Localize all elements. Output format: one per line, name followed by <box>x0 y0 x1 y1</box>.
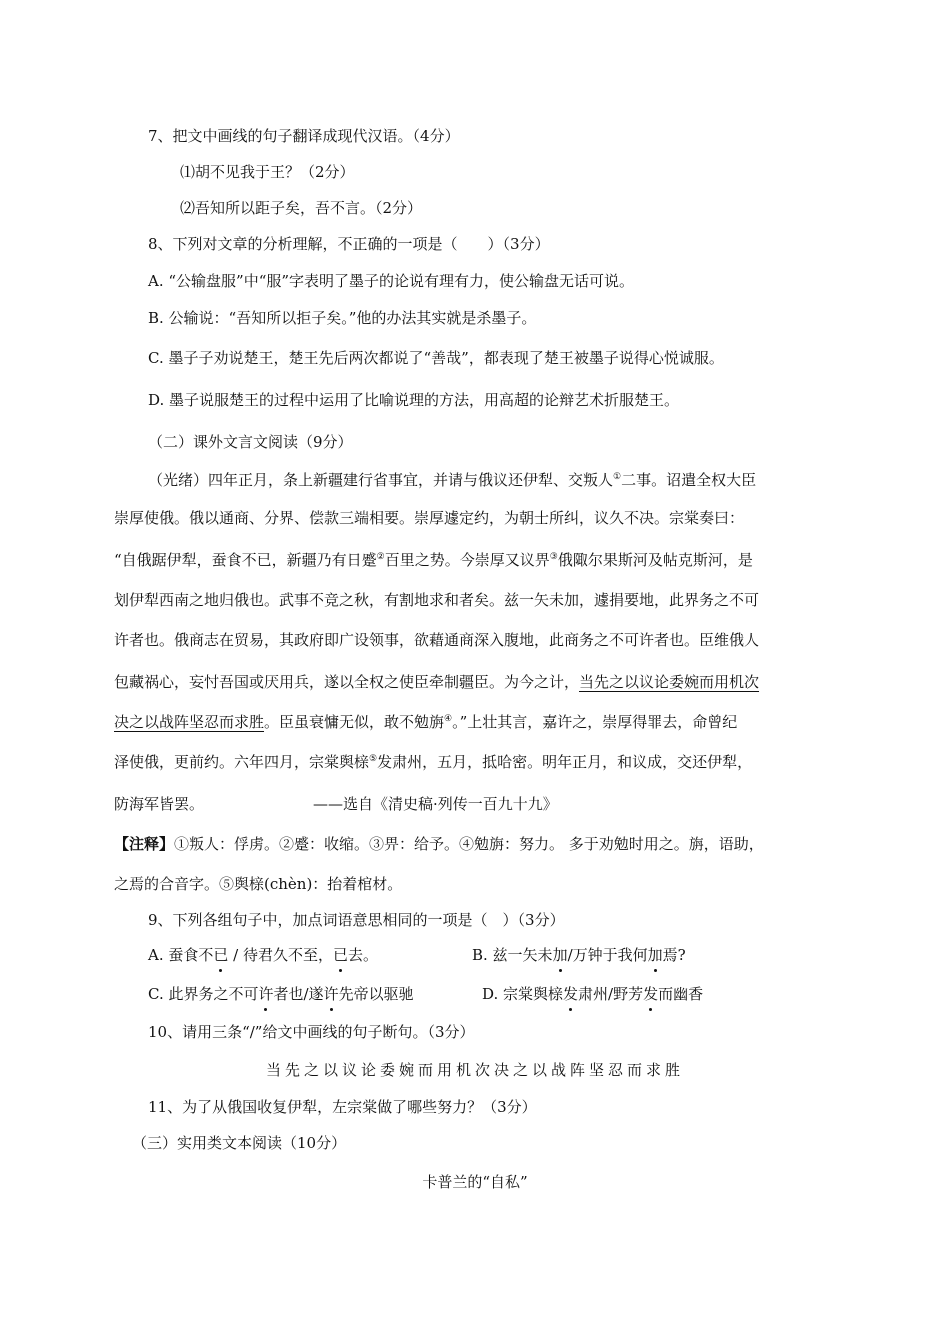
q8-option-b: B. 公输说：“吾知所以拒子矣。”他的办法其实就是杀墨子。 <box>148 309 537 327</box>
passage-line-9: 防海军皆罢。 <box>114 795 205 813</box>
q8-stem: 8、下列对文章的分析理解，不正确的一项是（ ）（3分） <box>148 235 550 253</box>
q9-stem: 9、下列各组句子中，加点词语意思相同的一项是（ ）（3分） <box>148 911 565 929</box>
passage-line-7: 决之以战阵坚忍而求胜。臣虽衰慵无似，敢不勉旃④。”上壮其言，嘉许之，崇厚得罪去，命曾纪 <box>114 713 738 731</box>
q8-option-d: D. 墨子说服楚王的过程中运用了比喻说理的方法，用高超的论辩艺术折服楚王。 <box>148 391 680 409</box>
q9-option-a: A. 蚕食不已 / 待君久不至，已去。 <box>148 946 379 964</box>
passage-source: ——选自《清史稿·列传一百九十九》 <box>313 795 558 813</box>
passage-line-3: “自俄踞伊犁，蚕食不已，新疆乃有日蹙②百里之势。今崇厚又议畀③俄陬尔果斯河及帖克斯河，是 <box>114 551 753 569</box>
passage-line-4: 划伊犁西南之地归俄也。武事不竞之秋，有割地求和者矣。兹一矢未加，遽捐要地，此界务之不可 <box>114 591 760 609</box>
article-title: 卡普兰的“自私” <box>422 1173 528 1191</box>
q9-option-b: B. 兹一矢未加/万钟于我何加焉? <box>472 946 686 964</box>
q7-sub1: ⑴胡不见我于王？（2分） <box>180 163 355 181</box>
q9-option-d: D. 宗棠舆榇发肃州/野芳发而幽香 <box>482 985 704 1003</box>
passage-line-5: 许者也。俄商志在贸易，其政府即广设领事，欲藉通商深入腹地，此商务之不可许者也。臣维俄人 <box>114 631 760 649</box>
underlined-sentence-part1: 当先之以议论委婉而用机次 <box>579 673 760 691</box>
q7-sub2: ⑵吾知所以距子矣，吾不言。（2分） <box>180 199 423 217</box>
q10-stem: 10、请用三条“/”给文中画线的句子断句。（3分） <box>148 1023 475 1041</box>
q9-option-c: C. 此界务之不可许者也/遂许先帝以驱驰 <box>148 985 414 1003</box>
section3-title: （三）实用类文本阅读（10分） <box>132 1134 347 1152</box>
passage-line-2: 崇厚使俄。俄以通商、分界、偿款三端相要。崇厚遽定约，为朝士所纠，议久不决。宗棠奏曰： <box>114 509 745 527</box>
q8-option-c: C. 墨子子劝说楚王，楚王先后两次都说了“善哉”，都表现了楚王被墨子说得心悦诚服。 <box>148 349 724 367</box>
underlined-sentence-part2: 决之以战阵坚忍而求胜 <box>114 713 265 731</box>
annotation-line-2: 之焉的合音字。⑤舆榇(chèn)：抬着棺材。 <box>114 875 403 893</box>
passage-line-6: 包藏祸心，妄忖吾国或厌用兵，遂以全权之使臣牵制疆臣。为今之计，当先之以议论委婉而用机次 <box>114 673 760 691</box>
q10-sentence: 当先之以议论委婉而用机次决之以战阵坚忍而求胜 <box>265 1061 684 1079</box>
q8-option-a: A. “公输盘服”中“服”字表明了墨子的论说有理有力，使公输盘无话可说。 <box>148 272 635 290</box>
passage-line-1: （光绪）四年正月，条上新疆建行省事宜，并请与俄议还伊犁、交叛人①二事。诏遣全权大臣 <box>148 471 757 489</box>
annotation-line-1: 【注释】①叛人：俘虏。②蹙：收缩。③畀：给予。④勉旃：努力。 多于劝勉时用之。旃，语助， <box>114 835 764 853</box>
annotation-label: 【注释】 <box>114 835 175 853</box>
section2-title: （二）课外文言文阅读（9分） <box>148 433 353 451</box>
passage-line-8: 泽使俄，更前约。六年四月，宗棠舆榇⑤发肃州，五月，抵哈密。明年正月，和议成，交还伊犁， <box>114 753 753 771</box>
q11-stem: 11、为了从俄国收复伊犁，左宗棠做了哪些努力？（3分） <box>148 1098 537 1116</box>
q7-stem: 7、把文中画线的句子翻译成现代汉语。（4分） <box>148 127 460 145</box>
